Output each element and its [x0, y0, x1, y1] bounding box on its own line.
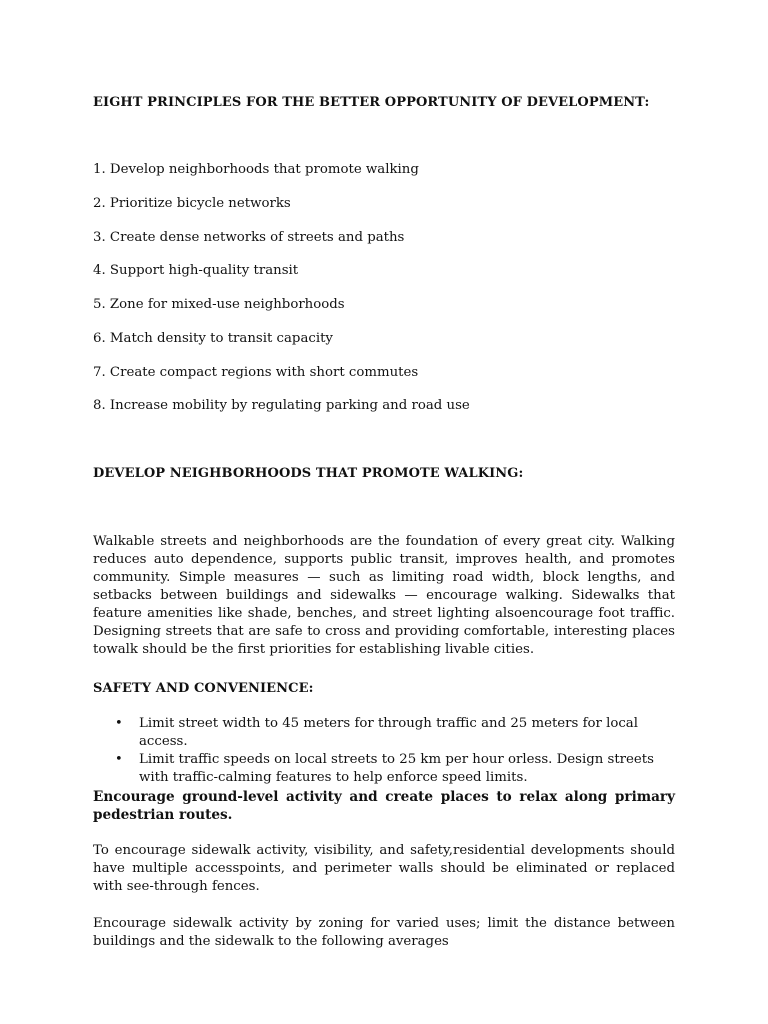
bullet-text: Limit street width to 45 meters for through traffic and 25 meters for local access. — [139, 716, 638, 749]
principle-item: 3. Create dense networks of streets and paths — [93, 230, 405, 245]
zoning-paragraph: Encourage sidewalk activity by zoning for varied uses; limit the distance between buildings and the sidewalk to the following averages — [93, 916, 675, 949]
bullet-text: Limit traffic speeds on local streets to 25 km per hour orless. Design streets with traffic-calming features to help enforce speed limits. — [139, 752, 654, 785]
bold-paragraph: Encourage ground-level activity and create places to relax along primary pedestrian routes. — [93, 789, 675, 823]
safety-bullet-list — [93, 715, 675, 787]
bullet-icon: • — [115, 716, 123, 731]
principle-item: 7. Create compact regions with short commutes — [93, 365, 419, 380]
principle-item: 8. Increase mobility by regulating parking and road use — [93, 398, 470, 413]
principle-item: 6. Match density to transit capacity — [93, 331, 333, 346]
principle-item: 5. Zone for mixed-use neighborhoods — [93, 297, 345, 312]
principle-item: 1. Develop neighborhoods that promote walking — [93, 162, 419, 177]
bullet-item — [93, 715, 675, 751]
bullet-item — [93, 751, 675, 787]
principle-item: 4. Support high-quality transit — [93, 263, 299, 278]
principle-item: 2. Prioritize bicycle networks — [93, 196, 291, 211]
walkable-paragraph: Walkable streets and neighborhoods are the foundation of every great city. Walking reduces auto dependence, supports public transit, improves health, and promotes community. Simple measures — such as limiting road width, block lengths, and setbacks between buildings and sidewalks — encourage walking. Sidewalks that feature amenities like shade, benches, and street lighting alsoencourage foot traffic. Designing streets that are safe to cross and providing comfortable, interesting places towalk should be the first priorities for establishing livable cities. — [93, 534, 675, 657]
sidewalk-paragraph: To encourage sidewalk activity, visibility, and safety,residential developments should have multiple accesspoints, and perimeter walls should be eliminated or replaced with see-through fences. — [93, 843, 675, 894]
section-heading-safety: SAFETY AND CONVENIENCE: — [93, 681, 314, 696]
section-heading-walking: DEVELOP NEIGHBORHOODS THAT PROMOTE WALKING: — [93, 466, 524, 481]
main-heading: EIGHT PRINCIPLES FOR THE BETTER OPPORTUNITY OF DEVELOPMENT: — [93, 95, 650, 110]
bullet-icon: • — [115, 752, 123, 767]
